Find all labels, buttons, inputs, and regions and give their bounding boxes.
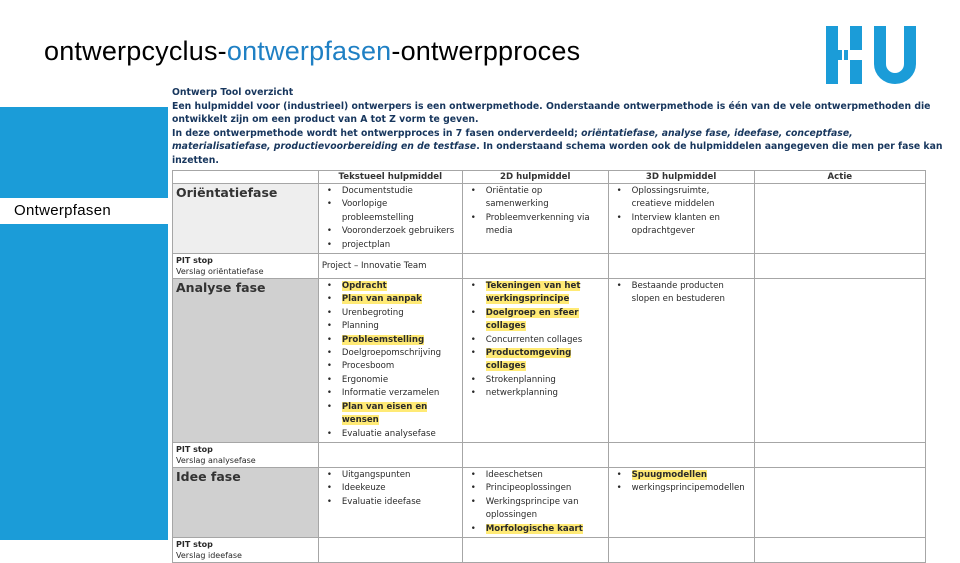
pit-stop-3 — [173, 537, 319, 562]
intro-text-end: . In onderstaand schema worden ook de hulpmiddelen aangegeven die men per fase kan inzetten. — [172, 141, 943, 166]
intro-paragraph-2 — [172, 127, 952, 168]
header-actie: Actie — [754, 171, 925, 184]
analyse-3d-cell — [608, 279, 754, 443]
header-3d: 3D hulpmiddel — [608, 171, 754, 184]
list-item: • Interview klanten en opdrachtgever — [612, 212, 751, 239]
list-item: • Oplossingsruimte, creatieve middelen — [612, 185, 751, 212]
header-tekstueel: Tekstueel hulpmiddel — [318, 171, 462, 184]
list-item: • werkingsprincipemodellen — [612, 482, 751, 495]
pit3-cell — [318, 537, 462, 562]
list-item — [466, 347, 605, 374]
highlight: Morfologische kaart — [485, 523, 583, 534]
highlight: Tekeningen van het werkingsprincipe — [485, 281, 581, 305]
list-item: • projectplan — [322, 239, 459, 252]
orientatie-3d-cell — [608, 184, 754, 254]
highlight: Probleemstelling — [341, 334, 425, 345]
pit3-cell — [754, 537, 925, 562]
list-item — [466, 280, 605, 307]
list-item: • Ideeschetsen — [466, 469, 605, 482]
pit2-cell — [462, 442, 608, 467]
list-item: • Ideekeuze — [322, 482, 459, 495]
list-item — [322, 293, 459, 306]
highlight: Opdracht — [341, 281, 387, 292]
highlight: Productomgeving collages — [485, 348, 572, 372]
idee-tekst-cell — [318, 467, 462, 537]
pit-stop-1 — [173, 254, 319, 279]
analyse-2d-cell — [462, 279, 608, 443]
hu-logo — [826, 26, 920, 84]
orientatie-tekst-cell — [318, 184, 462, 254]
pit-title: PIT stop — [176, 444, 213, 454]
pit-stop-2 — [173, 442, 319, 467]
list-item: • Ergonomie — [322, 374, 459, 387]
pit-sub: Verslag oriëntatiefase — [176, 267, 264, 277]
idee-2d-cell — [462, 467, 608, 537]
orientatie-2d-cell — [462, 184, 608, 254]
intro-paragraph-1: Een hulpmiddel voor (industrieel) ontwerpers is een ontwerpmethode. Onderstaande ontwerpmethode is één van de vele ontwerpmethoden die ontwikkelt zijn om een product van A tot Z vorm te geven. — [172, 100, 931, 126]
pit2-cell — [608, 442, 754, 467]
list-item: • netwerkplanning — [466, 387, 605, 400]
document-intro — [172, 86, 952, 168]
tool-table — [172, 170, 926, 563]
pit3-cell — [608, 537, 754, 562]
list-item — [322, 401, 459, 428]
table-header-row — [173, 171, 926, 184]
document-heading: Ontwerp Tool overzicht — [172, 87, 294, 98]
list-item: • Doelgroepomschrijving — [322, 347, 459, 360]
list-item: • Strokenplanning — [466, 374, 605, 387]
list-item — [322, 280, 459, 293]
idee-actie-cell — [754, 467, 925, 537]
list-item: • Procesboom — [322, 360, 459, 373]
highlight: Spuugmodellen — [631, 469, 708, 480]
header-empty — [173, 171, 319, 184]
table-row-pit1 — [173, 254, 926, 279]
table-row-pit2 — [173, 442, 926, 467]
pit1-cell — [608, 254, 754, 279]
pit-sub: Verslag analysefase — [176, 455, 256, 465]
pit3-cell — [462, 537, 608, 562]
pit-title: PIT stop — [176, 256, 213, 266]
phase-analyse: Analyse fase — [173, 279, 319, 443]
list-item: • Principeoplossingen — [466, 482, 605, 495]
list-item: • Uitgangspunten — [322, 469, 459, 482]
list-item: • Planning — [322, 320, 459, 333]
list-item: • Voorlopige probleemstelling — [322, 198, 459, 225]
pit1-note-cell — [318, 254, 462, 279]
highlight: Plan van eisen en wensen — [341, 401, 428, 426]
analyse-tekst-cell — [318, 279, 462, 443]
highlight: Doelgroep en sfeer collages — [485, 307, 579, 332]
intro-phases: oriëntatiefase, analyse fase, ideefase, conceptfase, materialisatiefase, productievoorbereiding en de testfase — [172, 127, 853, 153]
pit2-cell — [318, 442, 462, 467]
intro-text: In deze ontwerpmethode wordt het ontwerpproces in 7 fasen onderverdeeld; — [172, 127, 582, 139]
title-part-2: ontwerpfasen — [226, 36, 392, 66]
header-2d: 2D hulpmiddel — [462, 171, 608, 184]
phase-idee: Idee fase — [173, 467, 319, 537]
list-item: • Werkingsprincipe van oplossingen — [466, 496, 605, 523]
list-item: • Urenbegroting — [322, 307, 459, 320]
phase-orientatie: Oriëntatiefase — [173, 184, 319, 254]
pit1-cell — [754, 254, 925, 279]
pit1-cell — [462, 254, 608, 279]
document-image — [168, 84, 960, 560]
analyse-actie-cell — [754, 279, 925, 443]
title-part-3: -ontwerpproces — [391, 36, 581, 66]
list-item: • Oriëntatie op samenwerking — [466, 185, 605, 212]
slide-title — [44, 36, 580, 67]
table-row-orientatie — [173, 184, 926, 254]
list-item — [322, 334, 459, 347]
pit2-cell — [754, 442, 925, 467]
orientatie-actie-cell — [754, 184, 925, 254]
list-item: • Documentstudie — [322, 185, 459, 198]
pit-note: Project – Innovatie Team — [321, 261, 427, 272]
accent-sidebar — [0, 107, 168, 540]
list-item: • Evaluatie analysefase — [322, 428, 459, 441]
table-row-pit3 — [173, 537, 926, 562]
list-item: • Informatie verzamelen — [322, 387, 459, 400]
list-item — [466, 523, 605, 536]
side-label: Ontwerpfasen — [0, 198, 168, 224]
pit-title: PIT stop — [176, 539, 213, 549]
pit-sub: Verslag ideefase — [176, 550, 242, 560]
list-item — [466, 307, 605, 334]
idee-3d-cell — [608, 467, 754, 537]
title-part-1: ontwerpcyclus- — [44, 36, 227, 66]
table-row-analyse — [173, 279, 926, 443]
list-item: • Probleemverkenning via media — [466, 212, 605, 239]
list-item: • Concurrenten collages — [466, 334, 605, 347]
list-item: • Bestaande producten slopen en bestuderen — [612, 280, 751, 307]
highlight: Plan van aanpak — [341, 294, 422, 305]
list-item: • Vooronderzoek gebruikers — [322, 225, 459, 238]
list-item: • Evaluatie ideefase — [322, 496, 459, 509]
list-item — [612, 469, 751, 482]
table-row-idee — [173, 467, 926, 537]
